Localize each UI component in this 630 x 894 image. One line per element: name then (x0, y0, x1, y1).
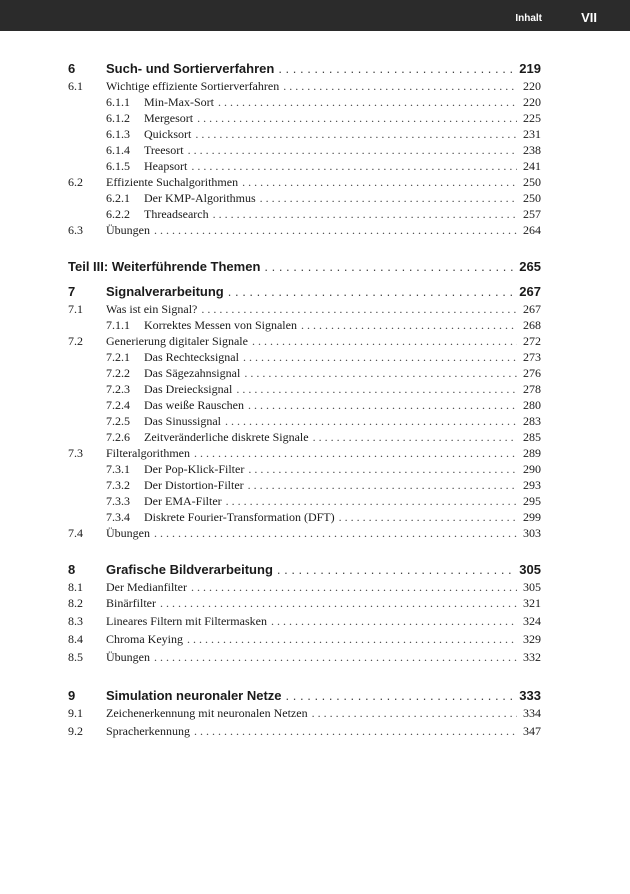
toc-part[interactable] (68, 258, 541, 276)
toc-title: Chroma Keying (106, 632, 183, 646)
dot-leader (218, 94, 517, 110)
toc-number: 9.1 (68, 706, 83, 720)
toc-number: 7.2 (68, 334, 83, 348)
toc-section[interactable] (68, 705, 541, 723)
toc-page: 305 (519, 562, 541, 577)
dot-leader (242, 174, 517, 190)
dot-leader (226, 493, 517, 509)
toc-title: Simulation neuronaler Netze (106, 688, 282, 703)
toc-title: Korrektes Messen von Signalen (144, 318, 297, 332)
toc-section[interactable] (68, 631, 541, 649)
dot-leader (194, 723, 517, 739)
toc-page: 265 (519, 259, 541, 274)
dot-leader (271, 613, 517, 629)
toc-page: 303 (523, 526, 541, 540)
toc-chapter[interactable] (68, 283, 541, 301)
toc-page: 273 (523, 350, 541, 364)
toc-page: 268 (523, 318, 541, 332)
toc-title: Min-Max-Sort (144, 95, 214, 109)
toc-title: Übungen (106, 650, 150, 664)
dot-leader (243, 349, 517, 365)
toc-number: 9.2 (68, 724, 83, 738)
toc-number: 8.3 (68, 614, 83, 628)
toc-number: 6.2 (68, 175, 83, 189)
toc-page: 278 (523, 382, 541, 396)
toc-title: Das Dreiecksignal (144, 382, 233, 396)
toc-section[interactable] (68, 333, 541, 349)
toc-number: 6 (68, 61, 76, 76)
toc-section[interactable] (68, 445, 541, 461)
dot-leader (339, 509, 517, 525)
toc-section[interactable] (68, 525, 541, 541)
header-section-title: Inhalt (515, 13, 542, 24)
toc-title: Binärfilter (106, 596, 156, 610)
toc-title: Der KMP-Algorithmus (144, 191, 256, 205)
toc-number: 6.1 (68, 79, 83, 93)
toc-chapter[interactable] (68, 561, 541, 579)
toc-title: Heapsort (144, 159, 188, 173)
toc-title: Mergesort (144, 111, 194, 125)
toc-title: Zeichenerkennung mit neuronalen Netzen (106, 706, 308, 720)
toc-number: 8.2 (68, 596, 83, 610)
toc-title: Das Sägezahnsignal (144, 366, 241, 380)
toc-number: 8.4 (68, 632, 83, 646)
dot-leader (286, 687, 514, 705)
toc-number: 6.1.5 (106, 159, 130, 173)
dot-leader (312, 705, 517, 721)
dot-leader (301, 317, 517, 333)
toc-section[interactable] (68, 649, 541, 667)
toc-number: 6.1.1 (106, 95, 130, 109)
toc-section[interactable] (68, 78, 541, 94)
toc-number: 7 (68, 284, 76, 299)
toc-page: 290 (523, 462, 541, 476)
toc-page: 219 (519, 61, 541, 76)
toc-subsection[interactable] (68, 461, 541, 477)
toc-number: 7.2.2 (106, 366, 130, 380)
toc-number: 8 (68, 562, 76, 577)
toc-title: Spracherkennung (106, 724, 190, 738)
toc-number: 6.2.2 (106, 207, 130, 221)
toc-title: Was ist ein Signal? (106, 302, 198, 316)
toc-subsection[interactable] (68, 397, 541, 413)
toc-title: Threadsearch (144, 207, 209, 221)
toc-title: Der Distortion-Filter (144, 478, 244, 492)
toc-number: 7.3 (68, 446, 83, 460)
toc-number: 7.3.2 (106, 478, 130, 492)
toc-section[interactable] (68, 579, 541, 595)
toc-section[interactable] (68, 174, 541, 190)
toc-subsection[interactable] (68, 429, 541, 445)
dot-leader (188, 142, 517, 158)
dot-leader (154, 649, 517, 665)
toc-section[interactable] (68, 723, 541, 741)
dot-leader (313, 429, 517, 445)
toc-number: 7.1.1 (106, 318, 130, 332)
toc-title: Diskrete Fourier-Transformation (DFT) (144, 510, 335, 524)
toc-subsection[interactable] (68, 381, 541, 397)
toc-chapter[interactable] (68, 687, 541, 705)
toc-subsection[interactable] (68, 477, 541, 493)
dot-leader (264, 258, 513, 276)
toc-page: 250 (523, 175, 541, 189)
toc-page: 267 (523, 302, 541, 316)
toc-subsection[interactable] (68, 349, 541, 365)
table-of-contents (68, 60, 541, 741)
dot-leader (213, 206, 517, 222)
toc-number: 6.1.3 (106, 127, 130, 141)
toc-number: 9 (68, 688, 76, 703)
toc-page: 283 (523, 414, 541, 428)
toc-title: Quicksort (144, 127, 192, 141)
toc-number: 8.1 (68, 580, 83, 594)
toc-number: 7.2.1 (106, 350, 130, 364)
dot-leader (197, 110, 517, 126)
toc-number: 6.3 (68, 223, 83, 237)
dot-leader (260, 190, 517, 206)
dot-leader (191, 158, 517, 174)
toc-title: Grafische Bildverarbeitung (106, 562, 273, 577)
toc-title: Der Pop-Klick-Filter (144, 462, 245, 476)
toc-number: 6.2.1 (106, 191, 130, 205)
toc-page: 250 (523, 191, 541, 205)
toc-page: 329 (523, 632, 541, 646)
toc-title: Generierung digitaler Signale (106, 334, 248, 348)
toc-page: 280 (523, 398, 541, 412)
toc-title: Übungen (106, 526, 150, 540)
toc-page: 276 (523, 366, 541, 380)
toc-title: Das weiße Rauschen (144, 398, 244, 412)
toc-subsection[interactable] (68, 94, 541, 110)
dot-leader (244, 365, 517, 381)
dot-leader (201, 301, 517, 317)
toc-page: 257 (523, 207, 541, 221)
toc-number: 6.1.4 (106, 143, 130, 157)
toc-page: 334 (523, 706, 541, 720)
toc-page: 321 (523, 596, 541, 610)
toc-number: 7.3.4 (106, 510, 130, 524)
dot-leader (195, 126, 517, 142)
dot-leader (248, 397, 517, 413)
toc-page: 231 (523, 127, 541, 141)
header-page-number: VII (581, 10, 597, 25)
toc-subsection[interactable] (68, 413, 541, 429)
toc-title: Filteralgorithmen (106, 446, 190, 460)
toc-subsection[interactable] (68, 493, 541, 509)
toc-title: Der EMA-Filter (144, 494, 222, 508)
toc-title: Signalverarbeitung (106, 284, 224, 299)
toc-page: 285 (523, 430, 541, 444)
toc-subsection[interactable] (68, 317, 541, 333)
toc-number: 7.1 (68, 302, 83, 316)
toc-section[interactable] (68, 222, 541, 238)
toc-section[interactable] (68, 595, 541, 613)
toc-page: 299 (523, 510, 541, 524)
toc-page: 267 (519, 284, 541, 299)
toc-page: 289 (523, 446, 541, 460)
toc-title: Zeitveränderliche diskrete Signale (144, 430, 309, 444)
dot-leader (154, 222, 517, 238)
toc-page: 332 (523, 650, 541, 664)
toc-page: 220 (523, 79, 541, 93)
toc-page: 333 (519, 688, 541, 703)
toc-section[interactable] (68, 613, 541, 631)
toc-number: 7.3.1 (106, 462, 130, 476)
toc-page: 295 (523, 494, 541, 508)
dot-leader (160, 595, 517, 611)
toc-number: 7.2.4 (106, 398, 130, 412)
toc-section[interactable] (68, 301, 541, 317)
dot-leader (248, 461, 517, 477)
toc-number: 7.2.3 (106, 382, 130, 396)
toc-page: 272 (523, 334, 541, 348)
toc-number: 7.4 (68, 526, 83, 540)
toc-title: Der Medianfilter (106, 580, 187, 594)
dot-leader (248, 477, 517, 493)
toc-title: Das Sinussignal (144, 414, 222, 428)
dot-leader (278, 60, 513, 78)
toc-chapter[interactable] (68, 60, 541, 78)
toc-subsection[interactable] (68, 126, 541, 142)
page-header (0, 0, 630, 31)
dot-leader (194, 445, 517, 461)
toc-page: 220 (523, 95, 541, 109)
toc-title: Das Rechtecksignal (144, 350, 239, 364)
dot-leader (283, 78, 517, 94)
toc-page: 264 (523, 223, 541, 237)
toc-title: Übungen (106, 223, 150, 237)
toc-page: 241 (523, 159, 541, 173)
toc-subsection[interactable] (68, 158, 541, 174)
dot-leader (228, 283, 514, 301)
dot-leader (225, 413, 517, 429)
dot-leader (187, 631, 517, 647)
toc-page: 305 (523, 580, 541, 594)
toc-page: 293 (523, 478, 541, 492)
dot-leader (154, 525, 517, 541)
toc-subsection[interactable] (68, 206, 541, 222)
toc-number: 7.2.6 (106, 430, 130, 444)
toc-page: 225 (523, 111, 541, 125)
toc-number: 6.1.2 (106, 111, 130, 125)
toc-page: 238 (523, 143, 541, 157)
toc-title: Such- und Sortierverfahren (106, 61, 275, 76)
dot-leader (277, 561, 513, 579)
toc-subsection[interactable] (68, 110, 541, 126)
dot-leader (252, 333, 517, 349)
toc-title: Teil III: Weiterführende Themen (68, 259, 261, 274)
toc-page: 347 (523, 724, 541, 738)
dot-leader (191, 579, 517, 595)
toc-subsection[interactable] (68, 190, 541, 206)
toc-number: 7.3.3 (106, 494, 130, 508)
toc-number: 7.2.5 (106, 414, 130, 428)
toc-title: Effiziente Suchalgorithmen (106, 175, 239, 189)
toc-subsection[interactable] (68, 365, 541, 381)
toc-number: 8.5 (68, 650, 83, 664)
dot-leader (236, 381, 517, 397)
toc-title: Lineares Filtern mit Filtermasken (106, 614, 267, 628)
toc-subsection[interactable] (68, 509, 541, 525)
toc-page: 324 (523, 614, 541, 628)
toc-subsection[interactable] (68, 142, 541, 158)
toc-title: Wichtige effiziente Sortierverfahren (106, 79, 280, 93)
toc-title: Treesort (144, 143, 184, 157)
